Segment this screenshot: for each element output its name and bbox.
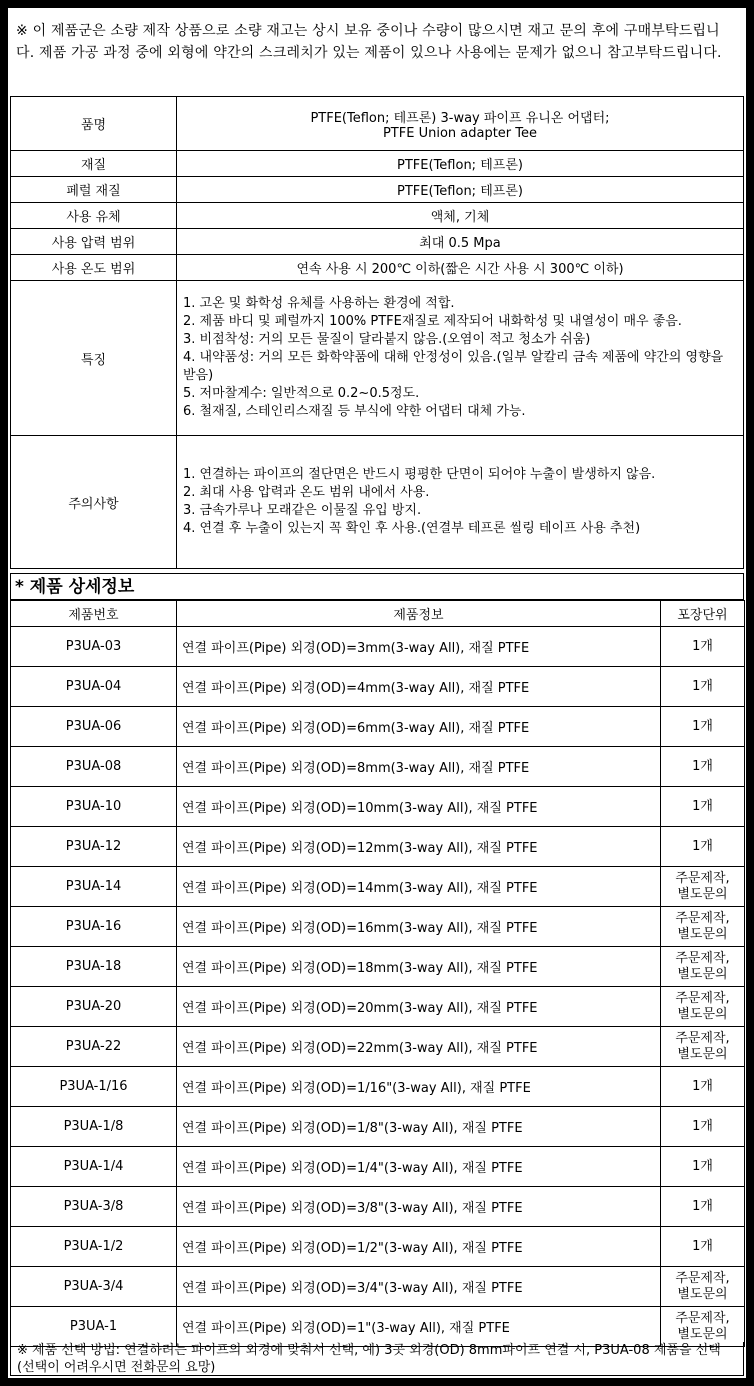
product-info: 연결 파이프(Pipe) 외경(OD)=1/4"(3-way All), 재질 PTFE [177, 1147, 661, 1187]
spec-value-fluid: 액체, 기체 [177, 203, 744, 229]
product-info: 연결 파이프(Pipe) 외경(OD)=3/4"(3-way All), 재질 PTFE [177, 1267, 661, 1307]
table-row [11, 747, 745, 787]
spec-table [10, 96, 744, 569]
caution-item: 2. 최대 사용 압력과 온도 범위 내에서 사용. [183, 485, 430, 500]
stock-notice: ※ 이 제품군은 소량 제작 상품으로 소량 재고는 상시 보유 중이나 수량이 많으시면 재고 문의 후에 구매부탁드립니다. 제품 가공 과정 중에 외형에 약간의 스크레치가 있는 제품이 있으나 사용에는 문제가 없으니 참고부탁드립니다. [16, 23, 722, 61]
caution-item: 1. 연결하는 파이프의 절단면은 반드시 평평한 단면이 되어야 누출이 발생하지 않음. [183, 467, 656, 482]
product-code: P3UA-03 [11, 627, 177, 667]
table-row [11, 947, 745, 987]
table-row [11, 1227, 745, 1267]
product-code: P3UA-1/2 [11, 1227, 177, 1267]
table-row [11, 1187, 745, 1227]
packaging-unit: 1개 [661, 1067, 745, 1107]
product-code: P3UA-1/16 [11, 1067, 177, 1107]
packaging-unit: 1개 [661, 667, 745, 707]
table-row [11, 827, 745, 867]
product-info: 연결 파이프(Pipe) 외경(OD)=20mm(3-way All), 재질 PTFE [177, 987, 661, 1027]
spec-row-temperature [11, 255, 744, 281]
caution-item: 3. 금속가루나 모래같은 이물질 유입 방지. [183, 503, 422, 518]
spec-value-temperature: 연속 사용 시 200℃ 이하(짧은 시간 사용 시 300℃ 이하) [177, 255, 744, 281]
spec-value-name [177, 97, 744, 151]
feature-item: 1. 고온 및 화학성 유체를 사용하는 환경에 적합. [183, 296, 455, 311]
spec-row-features [11, 281, 744, 436]
product-code: P3UA-3/8 [11, 1187, 177, 1227]
product-info: 연결 파이프(Pipe) 외경(OD)=3/8"(3-way All), 재질 PTFE [177, 1187, 661, 1227]
product-info: 연결 파이프(Pipe) 외경(OD)=1"(3-way All), 재질 PTFE [177, 1307, 661, 1347]
product-code: P3UA-20 [11, 987, 177, 1027]
spec-row-pressure [11, 229, 744, 255]
product-code: P3UA-04 [11, 667, 177, 707]
table-row [11, 787, 745, 827]
spec-row-fluid [11, 203, 744, 229]
table-row [11, 627, 745, 667]
product-name-line2: PTFE Union adapter Tee [382, 125, 538, 141]
spec-label-ferrule: 페럴 재질 [11, 177, 177, 203]
product-info: 연결 파이프(Pipe) 외경(OD)=22mm(3-way All), 재질 PTFE [177, 1027, 661, 1067]
feature-item: 3. 비점착성: 거의 모든 물질이 달라붙지 않음.(오염이 적고 청소가 쉬움) [183, 332, 591, 347]
spec-label-temperature: 사용 온도 범위 [11, 255, 177, 281]
product-code: P3UA-1/8 [11, 1107, 177, 1147]
product-info: 연결 파이프(Pipe) 외경(OD)=10mm(3-way All), 재질 PTFE [177, 787, 661, 827]
packaging-unit: 주문제작, 별도문의 [661, 1267, 745, 1307]
spec-label-pressure: 사용 압력 범위 [11, 229, 177, 255]
product-info: 연결 파이프(Pipe) 외경(OD)=12mm(3-way All), 재질 PTFE [177, 827, 661, 867]
product-table [10, 600, 745, 1347]
caution-item: 4. 연결 후 누출이 있는지 꼭 확인 후 사용.(연결부 테프론 씰링 테이프 사용 추천) [183, 521, 641, 536]
content-panel [8, 8, 746, 1378]
product-info: 연결 파이프(Pipe) 외경(OD)=18mm(3-way All), 재질 PTFE [177, 947, 661, 987]
product-table-body [11, 601, 745, 1347]
product-info: 연결 파이프(Pipe) 외경(OD)=1/16"(3-way All), 재질 PTFE [177, 1067, 661, 1107]
product-code: P3UA-1 [11, 1307, 177, 1347]
table-row [11, 867, 745, 907]
product-code: P3UA-12 [11, 827, 177, 867]
header-info: 제품정보 [177, 601, 661, 627]
packaging-unit: 1개 [661, 1187, 745, 1227]
packaging-unit: 주문제작, 별도문의 [661, 867, 745, 907]
selection-guide: ※ 제품 선택 방법: 연결하려는 파이프의 외경에 맞춰서 선택, 예) 3곳 외경(OD) 8mm파이프 연결 시, P3UA-08 제품을 선택(선택이 어려우시면 전화문의 요망) [10, 1342, 744, 1376]
product-info: 연결 파이프(Pipe) 외경(OD)=16mm(3-way All), 재질 PTFE [177, 907, 661, 947]
table-row [11, 1307, 745, 1347]
product-info: 연결 파이프(Pipe) 외경(OD)=3mm(3-way All), 재질 PTFE [177, 627, 661, 667]
packaging-unit: 1개 [661, 707, 745, 747]
table-row [11, 907, 745, 947]
table-row [11, 1067, 745, 1107]
spec-value-material: PTFE(Teflon; 테프론) [177, 151, 744, 177]
features-list [177, 281, 744, 436]
product-code: P3UA-10 [11, 787, 177, 827]
packaging-unit: 주문제작, 별도문의 [661, 947, 745, 987]
packaging-unit: 1개 [661, 827, 745, 867]
packaging-unit: 1개 [661, 627, 745, 667]
table-row [11, 667, 745, 707]
product-code: P3UA-16 [11, 907, 177, 947]
product-code: P3UA-3/4 [11, 1267, 177, 1307]
product-info: 연결 파이프(Pipe) 외경(OD)=14mm(3-way All), 재질 PTFE [177, 867, 661, 907]
packaging-unit: 주문제작, 별도문의 [661, 1307, 745, 1347]
packaging-unit: 1개 [661, 1147, 745, 1187]
packaging-unit: 1개 [661, 1107, 745, 1147]
spec-row-caution [11, 436, 744, 569]
spec-row-material [11, 151, 744, 177]
packaging-unit: 주문제작, 별도문의 [661, 907, 745, 947]
packaging-unit: 1개 [661, 1227, 745, 1267]
spec-value-pressure: 최대 0.5 Mpa [177, 229, 744, 255]
header-unit: 포장단위 [661, 601, 745, 627]
product-code: P3UA-1/4 [11, 1147, 177, 1187]
product-info: 연결 파이프(Pipe) 외경(OD)=8mm(3-way All), 재질 PTFE [177, 747, 661, 787]
product-info: 연결 파이프(Pipe) 외경(OD)=4mm(3-way All), 재질 PTFE [177, 667, 661, 707]
table-row [11, 1107, 745, 1147]
table-row [11, 1147, 745, 1187]
product-code: P3UA-14 [11, 867, 177, 907]
feature-item: 4. 내약품성: 거의 모든 화학약품에 대해 안정성이 있음.(일부 알칼리 금속 제품에 약간의 영향을 받음) [183, 350, 724, 383]
product-code: P3UA-06 [11, 707, 177, 747]
feature-item: 2. 제품 바디 및 페럴까지 100% PTFE재질로 제작되어 내화학성 및 내열성이 매우 좋음. [183, 314, 682, 329]
feature-item: 5. 저마찰계수: 일반적으로 0.2~0.5정도. [183, 386, 420, 401]
spec-value-ferrule: PTFE(Teflon; 테프론) [177, 177, 744, 203]
spec-label-material: 재질 [11, 151, 177, 177]
packaging-unit: 주문제작, 별도문의 [661, 1027, 745, 1067]
product-code: P3UA-18 [11, 947, 177, 987]
product-name-line1: PTFE(Teflon; 테프론) 3-way 파이프 유니온 어댑터; [310, 110, 610, 126]
spec-label-caution: 주의사항 [11, 436, 177, 569]
product-info: 연결 파이프(Pipe) 외경(OD)=6mm(3-way All), 재질 PTFE [177, 707, 661, 747]
spec-label-fluid: 사용 유체 [11, 203, 177, 229]
spec-label-features: 특징 [11, 281, 177, 436]
spec-row-name [11, 97, 744, 151]
product-code: P3UA-22 [11, 1027, 177, 1067]
packaging-unit: 주문제작, 별도문의 [661, 987, 745, 1027]
table-row [11, 1267, 745, 1307]
product-table-header [11, 601, 745, 627]
product-info: 연결 파이프(Pipe) 외경(OD)=1/2"(3-way All), 재질 PTFE [177, 1227, 661, 1267]
spec-row-ferrule [11, 177, 744, 203]
product-info: 연결 파이프(Pipe) 외경(OD)=1/8"(3-way All), 재질 PTFE [177, 1107, 661, 1147]
packaging-unit: 1개 [661, 747, 745, 787]
packaging-unit: 1개 [661, 787, 745, 827]
table-row [11, 707, 745, 747]
header-code: 제품번호 [11, 601, 177, 627]
feature-item: 6. 철재질, 스테인리스재질 등 부식에 약한 어댑터 대체 가능. [183, 404, 526, 419]
caution-list [177, 436, 744, 569]
spec-label-name: 품명 [11, 97, 177, 151]
product-code: P3UA-08 [11, 747, 177, 787]
table-row [11, 1027, 745, 1067]
table-row [11, 987, 745, 1027]
product-detail-heading: * 제품 상세정보 [10, 573, 744, 600]
